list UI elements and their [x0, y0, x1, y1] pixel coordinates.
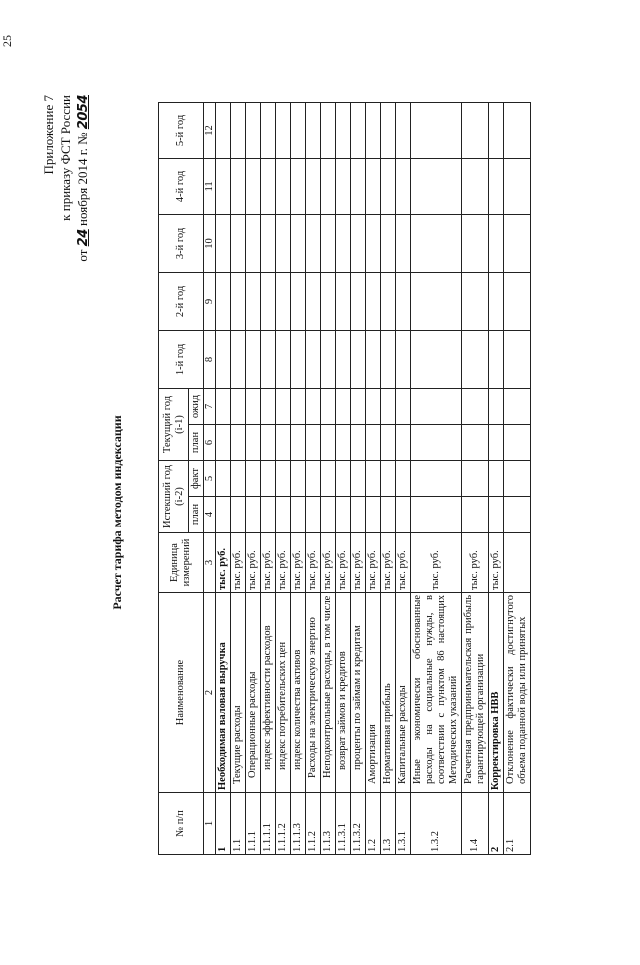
row-name: Текущие расходы — [231, 593, 246, 793]
row-num: 1.1.3.2 — [351, 793, 366, 855]
row-num: 1.1 — [231, 793, 246, 855]
row-unit: тыс. руб. — [321, 533, 336, 593]
page-number: 25 — [0, 35, 14, 47]
header-year-5: 5-й год — [159, 102, 204, 158]
col-number: 5 — [204, 460, 216, 496]
row-num: 1.1.1.1 — [261, 793, 276, 855]
header-year-4: 4-й год — [159, 158, 204, 214]
col-number: 9 — [204, 272, 216, 330]
row-name: индекс количества активов — [291, 593, 306, 793]
table-row — [246, 102, 261, 854]
header-year-3: 3-й год — [159, 214, 204, 272]
row-num: 1.1.1.3 — [291, 793, 306, 855]
col-number: 1 — [204, 793, 216, 855]
row-num: 1.1.1 — [246, 793, 261, 855]
header-plan: план — [189, 497, 204, 533]
header-past-year: Истекший год (i-2) — [159, 460, 189, 532]
column-number-row — [204, 102, 216, 854]
row-name: проценты по займам и кредитам — [351, 593, 366, 793]
table-row — [231, 102, 246, 854]
row-unit — [504, 533, 531, 593]
handwritten-day: 24 — [76, 229, 91, 247]
row-num: 1.4 — [462, 793, 489, 855]
table-row — [411, 102, 462, 854]
row-num: 1 — [216, 793, 231, 855]
document-title: Расчет тарифа методом индексации — [110, 415, 124, 610]
row-unit: тыс. руб. — [489, 533, 504, 593]
header-plan-current: план — [189, 424, 204, 460]
col-number: 12 — [204, 102, 216, 158]
row-name: Корректировка НВВ — [489, 593, 504, 793]
table-row — [336, 102, 351, 854]
appendix-block — [40, 95, 92, 262]
row-name: Неподконтрольные расходы, в том числе — [321, 593, 336, 793]
row-num: 1.3.1 — [396, 793, 411, 855]
row-num: 1.1.3 — [321, 793, 336, 855]
col-number: 4 — [204, 497, 216, 533]
row-name: индекс эффективности расходов — [261, 593, 276, 793]
table-row — [396, 102, 411, 854]
row-num: 2.1 — [504, 793, 531, 855]
row-name: Нормативная прибыль — [381, 593, 396, 793]
row-unit: тыс. руб. — [231, 533, 246, 593]
row-num: 1.1.1.2 — [276, 793, 291, 855]
table-row — [381, 102, 396, 854]
col-number: 10 — [204, 214, 216, 272]
row-name: Необходимая валовая выручка — [216, 593, 231, 793]
row-num: 1.2 — [366, 793, 381, 855]
row-unit: тыс. руб. — [306, 533, 321, 593]
table-row — [462, 102, 489, 854]
table-row — [489, 102, 504, 854]
row-name: Капитальные расходы — [396, 593, 411, 793]
appendix-order-ref: к приказу ФСТ России — [58, 95, 73, 221]
row-unit: тыс. руб. — [411, 533, 462, 593]
row-name: Отклонение фактически достигнутого объема поданной воды или принятых — [504, 593, 531, 793]
row-num: 1.3.2 — [411, 793, 462, 855]
handwritten-number: 2054 — [76, 95, 91, 130]
table-row — [216, 102, 231, 854]
header-current-year: Текущий год (i-1) — [159, 388, 189, 460]
row-name: Амортизация — [366, 593, 381, 793]
row-name: индекс потребительских цен — [276, 593, 291, 793]
row-num: 1.3 — [381, 793, 396, 855]
row-name: Расчетная предпринимательская прибыль гарантирующей организации — [462, 593, 489, 793]
table-row — [504, 102, 531, 854]
table-row — [261, 102, 276, 854]
row-num: 2 — [489, 793, 504, 855]
row-num: 1.1.3.1 — [336, 793, 351, 855]
header-year-2: 2-й год — [159, 272, 204, 330]
row-num: 1.1.2 — [306, 793, 321, 855]
row-unit: тыс. руб. — [381, 533, 396, 593]
row-unit: тыс. руб. — [396, 533, 411, 593]
col-number: 3 — [204, 533, 216, 593]
header-fact: факт — [189, 460, 204, 496]
col-number: 6 — [204, 424, 216, 460]
header-unit: Единица измерений — [159, 533, 204, 593]
appendix-date-line: от 24 ноября 2014 г. № 2054 — [75, 95, 91, 262]
row-unit: тыс. руб. — [276, 533, 291, 593]
row-unit: тыс. руб. — [462, 533, 489, 593]
row-unit: тыс. руб. — [261, 533, 276, 593]
row-name: Иные экономически обоснованные расходы на социальные нужды, в соответствии с пунктом 86 настоящих Методических указаний — [411, 593, 462, 793]
row-unit: тыс. руб. — [216, 533, 231, 593]
row-unit: тыс. руб. — [246, 533, 261, 593]
row-name: возврат займов и кредитов — [336, 593, 351, 793]
table-row — [351, 102, 366, 854]
col-number: 8 — [204, 330, 216, 388]
table-row — [366, 102, 381, 854]
appendix-title: Приложение 7 — [41, 95, 56, 175]
row-name: Операционные расходы — [246, 593, 261, 793]
header-num: № п/п — [159, 793, 204, 855]
row-unit: тыс. руб. — [366, 533, 381, 593]
col-number: 11 — [204, 158, 216, 214]
row-unit: тыс. руб. — [336, 533, 351, 593]
tariff-table — [158, 102, 531, 855]
table-row — [306, 102, 321, 854]
header-row-1 — [159, 102, 189, 854]
row-unit: тыс. руб. — [291, 533, 306, 593]
table-row — [276, 102, 291, 854]
table-row — [291, 102, 306, 854]
row-name: Расходы на электрическую энергию — [306, 593, 321, 793]
table-row — [321, 102, 336, 854]
col-number: 7 — [204, 388, 216, 424]
header-name: Наименование — [159, 593, 204, 793]
row-unit: тыс. руб. — [351, 533, 366, 593]
header-expected: ожид — [189, 388, 204, 424]
header-year-1: 1-й год — [159, 330, 204, 388]
col-number: 2 — [204, 593, 216, 793]
